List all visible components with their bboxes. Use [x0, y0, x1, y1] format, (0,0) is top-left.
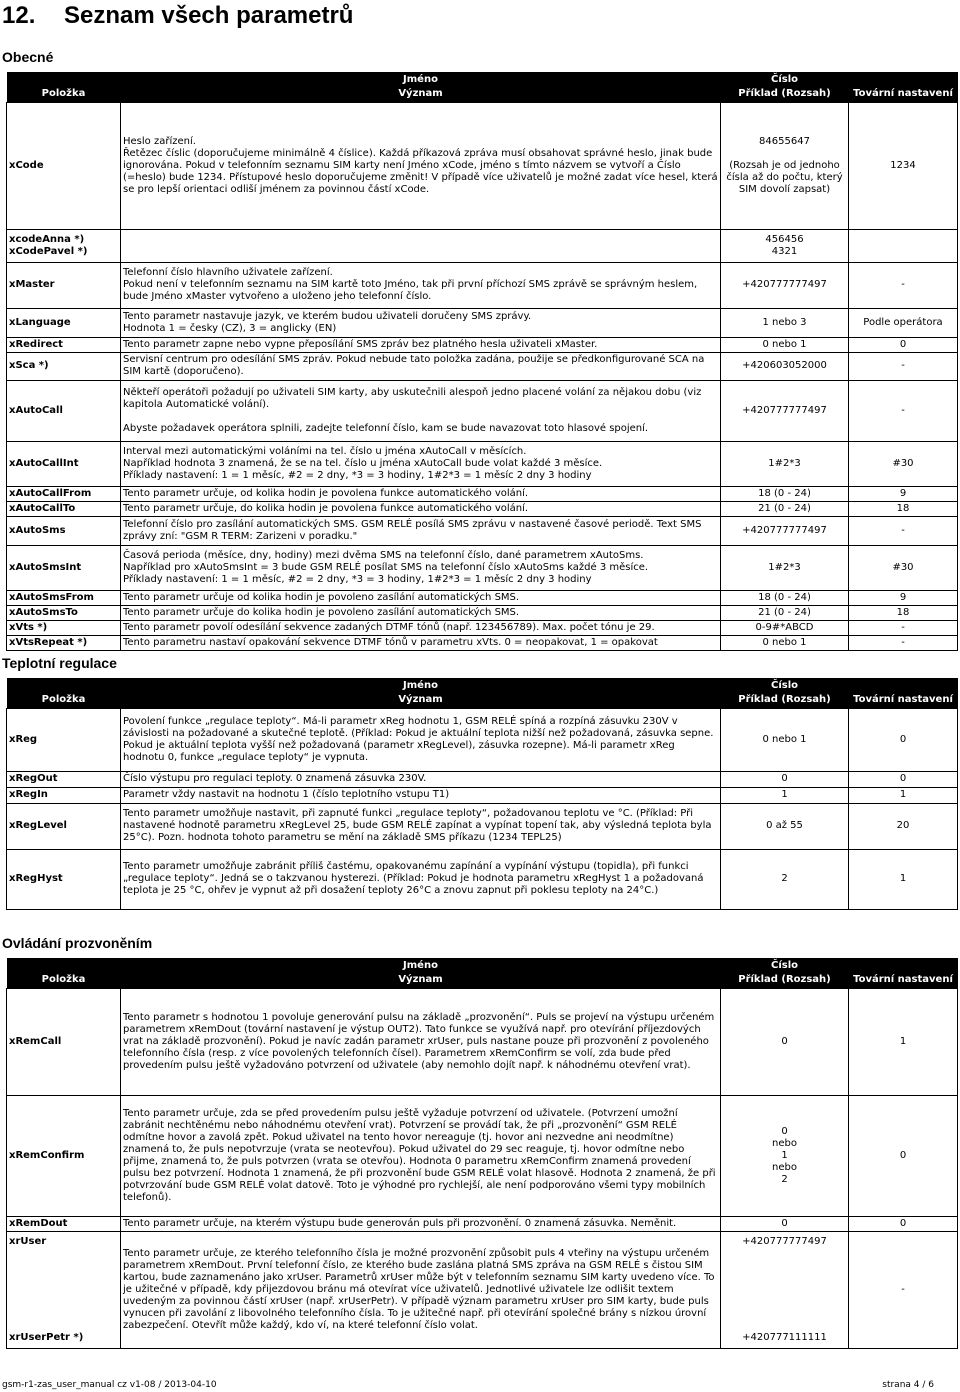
header-row-bottom — [7, 693, 958, 708]
parameter-example: +420777777497 — [721, 516, 849, 545]
parameter-table — [6, 958, 958, 1349]
parameter-default: - — [849, 620, 958, 635]
table-row — [7, 1095, 958, 1216]
parameter-description: Tento parametr určuje, na kterém výstupu bude generován puls při prozvonění. 0 znamená zásuvka. Neměnit. — [121, 1216, 721, 1231]
table-row — [7, 803, 958, 849]
header-priklad: Příklad (Rozsah) — [721, 973, 849, 988]
parameter-description: Interval mezi automatickými voláními na tel. číslo u jména xAutoCall v měsících. Například hodnota 3 znamená, že se na tel. číslo u jména xAutoCall bude volat každé 3 měsíce. Příklady nastavení: 1 = 1 měsíc, #2 = 2 dny, *3 = 3 hodiny, 1#2*3 = 1 měsíc 2 dny 3 hodiny — [121, 441, 721, 486]
parameter-description: Tento parametr umožňuje zabránit příliš častému, opakovanému zapínání a vypínání výstupu (topidla), při funkci „regulace teploty“. Jedná se o takzvanou hysterezi. (Příklad: Pokud je hodnota parametru xRegHyst 1 a požadovaná teplota je 25 °C, ohřev je vypnut až při dosažení teploty 26°C a znovu zapnut při poklesu teploty na 24°C.) — [121, 849, 721, 909]
table-row — [7, 1216, 958, 1231]
table-row — [7, 988, 958, 1095]
parameter-default: 9 — [849, 486, 958, 501]
parameter-name: xVtsRepeat *) — [7, 635, 121, 650]
table-row — [7, 380, 958, 441]
header-polozka: Položka — [7, 693, 121, 708]
parameter-example: 21 (0 - 24) — [721, 605, 849, 620]
parameter-name: xLanguage — [7, 308, 121, 337]
parameter-description: Tento parametr určuje do kolika hodin je povoleno zasílání automatických SMS. — [121, 605, 721, 620]
parameter-example: 456456 4321 — [721, 229, 849, 262]
parameter-name: xReg — [7, 708, 121, 771]
parameter-default: - — [849, 1231, 958, 1348]
table-row — [7, 337, 958, 352]
parameter-default: 1 — [849, 988, 958, 1095]
parameter-name: xSca *) — [7, 352, 121, 380]
parameter-example: 1#2*3 — [721, 545, 849, 590]
parameter-example: 1 — [721, 787, 849, 803]
parameter-default: - — [849, 516, 958, 545]
table-row — [7, 501, 958, 516]
parameter-description: Parametr vždy nastavit na hodnotu 1 (číslo teplotního vstupu T1) — [121, 787, 721, 803]
parameter-default: - — [849, 262, 958, 308]
parameter-example: 0 — [721, 988, 849, 1095]
parameter-default: Podle operátora — [849, 308, 958, 337]
parameter-name: xAutoCall — [7, 380, 121, 441]
parameter-name: xCode — [7, 102, 121, 229]
parameter-description: Telefonní číslo pro zasílání automatických SMS. GSM RELÉ posílá SMS zprávu v nastavené časové periodě. Text SMS zprávy zní: "GSM R TERM: Zarizeni v poradku." — [121, 516, 721, 545]
parameter-description: Číslo výstupu pro regulaci teploty. 0 znamená zásuvka 230V. — [121, 771, 721, 787]
parameter-example: 18 (0 - 24) — [721, 590, 849, 605]
parameter-name: xRegHyst — [7, 849, 121, 909]
table-row — [7, 486, 958, 501]
parameter-description: Tento parametr určuje, zda se před provedením pulsu ještě vyžaduje potvrzení od uživatele. (Potvrzení umožní zabránit nechtěnému nebo náhodnému otevření vrat). Potvrzení se provádí tak, že při „prozvonění“ GSM RELÉ odmítne hovor a zavolá zpět. Pokud uživatel na tento hovor nereaguje (tj. hovor ani nezvedne ani neodmítne) znamená to, že puls nepotvrzuje (vrata se neotevřou). Pokud uživatel do 29 sec reaguje, tj. hovor odmítne nebo přijme, znamená to, že puls potvrzen (vrata se otevřou). Hodnota 0 parametru xRemConfirm znamená provedení pulsu bez potvrzení. Hodnota 1 znamená, že při prozvonění bude GSM RELÉ volat hlasově. Hodnota 2 znamená, že při potvrzování bude GSM RELÉ volat datově. Toto je výhodné pro rychlejší, ale není podporováno všemi typy mobilních telefonů). — [121, 1095, 721, 1216]
parameter-description: Tento parametru nastaví opakování sekvence DTMF tónů v parametru xVts. 0 = neopakovat, 1 = opakovat — [121, 635, 721, 650]
chapter-number: 12. — [2, 2, 36, 29]
parameter-example: 18 (0 - 24) — [721, 486, 849, 501]
table-row — [7, 229, 958, 262]
parameter-description: Někteří operátoři požadují po uživateli SIM karty, aby uskutečnili alespoň jedno placené volání za nějakou dobu (viz kapitola Automatické volání). Abyste požadavek operátora splnili, zadejte telefonní číslo, kam se bude navazovat toto hlasové spojení. — [121, 380, 721, 441]
header-row-bottom — [7, 87, 958, 102]
table-row — [7, 590, 958, 605]
parameter-description: Tento parametr určuje, ze kterého telefonního čísla je možné prozvonění způsobit puls 4 vteřiny na výstupu určeném parametrem xRemDout. První telefonní číslo, ze kterého bude zaslána platná SMS zpráva na GSM RELÉ s čistou SIM kartou, bude zaznamenáno jako xrUser. Parametrů xrUser může být v telefonním seznamu SIM karty uvedeno více. To je užitečné v případě, kdy přijezdovou bránu má otevírat více uživatelů. Jednotlivé uživatele lze odlišit textem uvedeným za povinnou částí xrUser (např. xrUserPetr). V případě význam parametru xrUser pro SIM karty, bude puls vynucen při zavolání z libovolného telefonního čísla. To je užitečné např. při otevírání společné brány s nízkou úrovní zabezpečení. Otevřít může každý, kdo ví, na které telefonní číslo volat. — [121, 1231, 721, 1348]
header-tovarni: Tovární nastavení — [849, 87, 958, 102]
parameter-description: Tento parametr určuje, od kolika hodin je povolena funkce automatického volání. — [121, 486, 721, 501]
parameter-name: xrUser xrUserPetr *) — [7, 1231, 121, 1348]
parameter-name: xRedirect — [7, 337, 121, 352]
header-polozka: Položka — [7, 87, 121, 102]
parameter-default: 0 — [849, 771, 958, 787]
parameter-example: 0 — [721, 1216, 849, 1231]
parameter-name: xcodeAnna *) xCodePavel *) — [7, 229, 121, 262]
header-cislo: Číslo — [721, 72, 849, 87]
table-row — [7, 102, 958, 229]
parameter-default: 1234 — [849, 102, 958, 229]
header-tovarni: Tovární nastavení — [849, 693, 958, 708]
parameter-example: 0 nebo 1 — [721, 337, 849, 352]
header-priklad: Příklad (Rozsah) — [721, 693, 849, 708]
table-row — [7, 262, 958, 308]
parameter-description: Heslo zařízení. Řetězec číslic (doporučujeme minimálně 4 číslice). Každá příkazová zpráva musí obsahovat správné heslo, jinak bude ignorována. Pokud v telefonním seznamu SIM karty není Jméno xCode, jméno s tímto názvem se vytvoří a Číslo (=heslo) bude 1234. Přístupové heslo doporučujeme změnit! V případě více uživatelů je možné zadat více hesel, která se pro lepší orientaci odliší jménem za povinnou částí xCode. — [121, 102, 721, 229]
parameter-default: 0 — [849, 1095, 958, 1216]
parameter-default: 9 — [849, 590, 958, 605]
header-cislo: Číslo — [721, 958, 849, 973]
header-vyznam: Význam — [121, 693, 721, 708]
parameter-default: #30 — [849, 441, 958, 486]
header-row-top — [7, 72, 958, 87]
parameter-name: xAutoCallTo — [7, 501, 121, 516]
parameter-description: Tento parametr nastavuje jazyk, ve kterém budou uživateli doručeny SMS zprávy. Hodnota 1 = česky (CZ), 3 = anglicky (EN) — [121, 308, 721, 337]
footer-page-number: strana 4 / 6 — [882, 1380, 934, 1390]
header-priklad: Příklad (Rozsah) — [721, 87, 849, 102]
parameter-example: 21 (0 - 24) — [721, 501, 849, 516]
parameter-description — [121, 229, 721, 262]
parameter-example: 84655647 (Rozsah je od jednoho čísla až do počtu, který SIM dovolí zapsat) — [721, 102, 849, 229]
parameter-example: 2 — [721, 849, 849, 909]
parameter-description: Povolení funkce „regulace teploty“. Má-li parametr xReg hodnotu 1, GSM RELÉ spíná a rozpíná zásuvku 230V v závislosti na požadované a skutečné teplotě. (Příklad: Pokud je aktuální teplota nižší než požadovaná, zásuvka sepne. Pokud je aktuální teplota vyšší než požadovaná (parametr xRegLevel), zásuvka rozepne). Má-li parametr xReg hodnotu 0, funkce „regulace teploty“ je vypnuta. — [121, 708, 721, 771]
header-tovarni: Tovární nastavení — [849, 973, 958, 988]
table-row — [7, 308, 958, 337]
table-row — [7, 516, 958, 545]
parameter-example: 1 nebo 3 — [721, 308, 849, 337]
table-row — [7, 352, 958, 380]
header-polozka: Položka — [7, 973, 121, 988]
table-row — [7, 771, 958, 787]
page-title — [2, 2, 353, 30]
table-row — [7, 1231, 958, 1348]
table-row — [7, 605, 958, 620]
table-row — [7, 620, 958, 635]
parameter-example: +420777777497 +420777111111 — [721, 1231, 849, 1348]
parameter-name: xAutoSmsTo — [7, 605, 121, 620]
header-jmeno: Jméno — [121, 678, 721, 693]
parameter-example: 0-9#*ABCD — [721, 620, 849, 635]
parameter-description: Časová perioda (měsíce, dny, hodiny) mezi dvěma SMS na telefonní číslo, dané parametrem xAutoSms. Například pro xAutoSmsInt = 3 bude GSM RELÉ posílat SMS na telefonní číslo xAutoSms každé 3 měsíce. Příklady nastavení: 1 = 1 měsíc, #2 = 2 dny, *3 = 3 hodiny, 1#2*3 = 1 měsíc 2 dny 3 hodiny — [121, 545, 721, 590]
parameter-example: +420777777497 — [721, 380, 849, 441]
parameter-example: 0 nebo 1 — [721, 635, 849, 650]
header-vyznam: Význam — [121, 973, 721, 988]
parameter-description: Tento parametr určuje, do kolika hodin je povolena funkce automatického volání. — [121, 501, 721, 516]
parameter-default: 0 — [849, 337, 958, 352]
parameter-default: 0 — [849, 708, 958, 771]
parameter-name: xVts *) — [7, 620, 121, 635]
parameter-example: +420777777497 — [721, 262, 849, 308]
parameter-example: +420603052000 — [721, 352, 849, 380]
header-jmeno: Jméno — [121, 958, 721, 973]
parameter-example: 0 až 55 — [721, 803, 849, 849]
parameter-table — [6, 678, 958, 910]
parameter-name: xAutoCallInt — [7, 441, 121, 486]
section-title: Obecné — [2, 49, 54, 65]
parameter-description: Telefonní číslo hlavního uživatele zařízení. Pokud není v telefonním seznamu na SIM kartě toto Jméno, tak při první příchozí SMS zprávě se správným heslem, bude Jméno xMaster vytvořeno a uloženo jeho telefonní číslo. — [121, 262, 721, 308]
parameter-name: xRemDout — [7, 1216, 121, 1231]
parameter-description: Servisní centrum pro odesílání SMS zpráv. Pokud nebude tato položka zadána, použije se předkonfigurované SCA na SIM kartě (doporučeno). — [121, 352, 721, 380]
parameter-default: - — [849, 635, 958, 650]
parameter-name: xRegOut — [7, 771, 121, 787]
parameter-name: xMaster — [7, 262, 121, 308]
parameter-name: xRemCall — [7, 988, 121, 1095]
chapter-title: Seznam všech parametrů — [64, 2, 354, 29]
parameter-name: xAutoSms — [7, 516, 121, 545]
table-row — [7, 441, 958, 486]
parameter-description: Tento parametr umožňuje nastavit, při zapnuté funkci „regulace teploty“, požadovanou teplotu ve °C. (Příklad: Při nastavené hodnotě parametru xRegLevel 25, bude GSM RELÉ zapínat a vypínat topení tak, aby výsledná teplota byla 25°C). Pozn. hodnota tohoto parametru se mění na základě SMS příkazu (1234 TEPL25) — [121, 803, 721, 849]
parameter-description: Tento parametr s hodnotou 1 povoluje generování pulsu na základě „prozvonění“. Puls se projeví na výstupu určeném parametrem xRemDout (tovární nastavení je výstup OUT2). Tato funkce se využívá např. pro otevírání příjezdových vrat na základě prozvonění). Pokud je navíc zadán parametr xrUser, puls nastane pouze při prozvonění z povoleného telefonního čísla (resp. z více povolených telefonních čísel). Parametrem xRemConfirm se volí, zda bude před provedením pulsu ještě vyžadováno potvrzení od uživatele (aby nemohlo dojít např. k náhodnému otevření vrat). — [121, 988, 721, 1095]
parameter-table — [6, 72, 958, 651]
table-row — [7, 849, 958, 909]
header-jmeno: Jméno — [121, 72, 721, 87]
parameter-description: Tento parametr povolí odesílání sekvence zadaných DTMF tónů (např. 123456789). Max. počet tónu je 29. — [121, 620, 721, 635]
parameter-default: - — [849, 380, 958, 441]
footer-document-id: gsm-r1-zas_user_manual cz v1-08 / 2013-04-10 — [2, 1380, 217, 1390]
parameter-name: xRegIn — [7, 787, 121, 803]
table-row — [7, 708, 958, 771]
table-row — [7, 545, 958, 590]
parameter-name: xRemConfirm — [7, 1095, 121, 1216]
parameter-example: 0 nebo 1 nebo 2 — [721, 1095, 849, 1216]
table-row — [7, 787, 958, 803]
parameter-default: 0 — [849, 1216, 958, 1231]
parameter-default: #30 — [849, 545, 958, 590]
parameter-name: xRegLevel — [7, 803, 121, 849]
parameter-default: - — [849, 352, 958, 380]
parameter-example: 1#2*3 — [721, 441, 849, 486]
parameter-name: xAutoSmsFrom — [7, 590, 121, 605]
header-row-top — [7, 958, 958, 973]
parameter-default: 1 — [849, 787, 958, 803]
parameter-default: 20 — [849, 803, 958, 849]
parameter-example: 0 — [721, 771, 849, 787]
parameter-name: xAutoCallFrom — [7, 486, 121, 501]
parameter-name: xAutoSmsInt — [7, 545, 121, 590]
section-title: Ovládání prozvoněním — [2, 935, 153, 951]
header-row-top — [7, 678, 958, 693]
header-vyznam: Význam — [121, 87, 721, 102]
parameter-default — [849, 229, 958, 262]
parameter-example: 0 nebo 1 — [721, 708, 849, 771]
parameter-default: 18 — [849, 605, 958, 620]
header-cislo: Číslo — [721, 678, 849, 693]
parameter-description: Tento parametr zapne nebo vypne přeposílání SMS zpráv bez platného hesla uživateli xMaster. — [121, 337, 721, 352]
section-title: Teplotní regulace — [2, 655, 117, 671]
header-row-bottom — [7, 973, 958, 988]
parameter-default: 18 — [849, 501, 958, 516]
parameter-default: 1 — [849, 849, 958, 909]
table-row — [7, 635, 958, 650]
parameter-description: Tento parametr určuje od kolika hodin je povoleno zasílání automatických SMS. — [121, 590, 721, 605]
